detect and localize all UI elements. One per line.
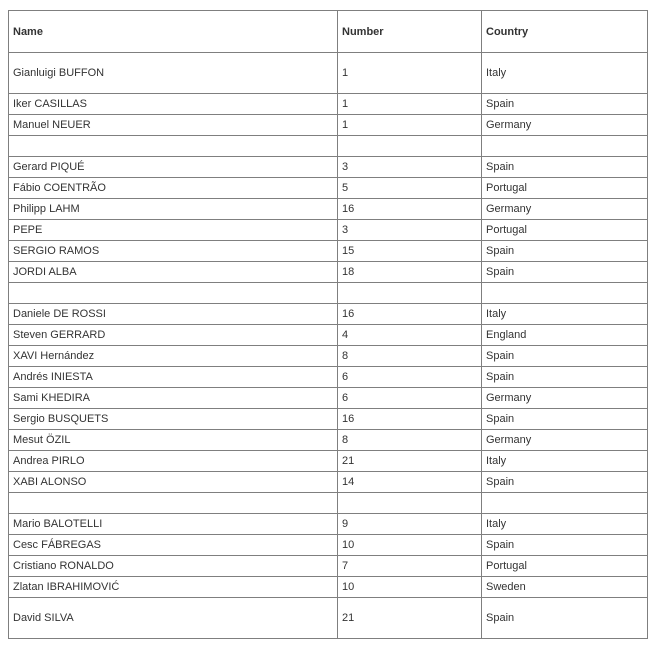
cell-country: Spain [482, 262, 648, 283]
cell-name: Mario BALOTELLI [9, 514, 338, 535]
column-header-country: Country [482, 11, 648, 53]
cell-country: Italy [482, 451, 648, 472]
cell-name: Zlatan IBRAHIMOVIĆ [9, 577, 338, 598]
cell-country: Sweden [482, 577, 648, 598]
cell-number: 1 [338, 53, 482, 94]
table-row [9, 472, 648, 493]
cell-name: Gerard PIQUÉ [9, 157, 338, 178]
cell-name: Iker CASILLAS [9, 94, 338, 115]
table-row [9, 136, 648, 157]
cell-country [482, 493, 648, 514]
cell-country: Spain [482, 535, 648, 556]
cell-country: Spain [482, 346, 648, 367]
cell-number: 9 [338, 514, 482, 535]
cell-country: England [482, 325, 648, 346]
cell-number: 16 [338, 199, 482, 220]
cell-number [338, 283, 482, 304]
table-row [9, 53, 648, 94]
cell-country: Spain [482, 241, 648, 262]
cell-name: Daniele DE ROSSI [9, 304, 338, 325]
cell-number: 14 [338, 472, 482, 493]
column-header-name: Name [9, 11, 338, 53]
table-header [9, 11, 648, 53]
cell-name: PEPE [9, 220, 338, 241]
cell-number [338, 136, 482, 157]
cell-country: Portugal [482, 178, 648, 199]
cell-number: 3 [338, 157, 482, 178]
cell-name: Andrea PIRLO [9, 451, 338, 472]
table-row [9, 409, 648, 430]
cell-number: 10 [338, 577, 482, 598]
header-row [9, 11, 648, 53]
cell-number: 21 [338, 598, 482, 639]
table-row [9, 94, 648, 115]
table-row [9, 577, 648, 598]
cell-name: Steven GERRARD [9, 325, 338, 346]
cell-number: 21 [338, 451, 482, 472]
table-row [9, 241, 648, 262]
table-row [9, 178, 648, 199]
cell-country: Italy [482, 53, 648, 94]
cell-number: 8 [338, 430, 482, 451]
cell-number: 16 [338, 409, 482, 430]
cell-country [482, 136, 648, 157]
cell-name: David SILVA [9, 598, 338, 639]
cell-country: Italy [482, 514, 648, 535]
players-table [8, 10, 648, 639]
cell-country: Germany [482, 115, 648, 136]
cell-country: Germany [482, 430, 648, 451]
table-row [9, 262, 648, 283]
cell-number: 4 [338, 325, 482, 346]
table-row [9, 304, 648, 325]
cell-number: 15 [338, 241, 482, 262]
table-row [9, 199, 648, 220]
cell-number: 3 [338, 220, 482, 241]
table-row [9, 514, 648, 535]
cell-name: Andrés INIESTA [9, 367, 338, 388]
cell-country: Germany [482, 388, 648, 409]
cell-name: XAVI Hernández [9, 346, 338, 367]
table-row [9, 388, 648, 409]
cell-name: Sergio BUSQUETS [9, 409, 338, 430]
cell-number [338, 493, 482, 514]
cell-country: Portugal [482, 220, 648, 241]
table-row [9, 220, 648, 241]
cell-name: Sami KHEDIRA [9, 388, 338, 409]
cell-name: Gianluigi BUFFON [9, 53, 338, 94]
cell-number: 6 [338, 388, 482, 409]
cell-name: XABI ALONSO [9, 472, 338, 493]
cell-number: 7 [338, 556, 482, 577]
table-row [9, 367, 648, 388]
cell-country: Spain [482, 94, 648, 115]
cell-number: 6 [338, 367, 482, 388]
table-row [9, 556, 648, 577]
players-table-container [8, 10, 647, 639]
table-row [9, 157, 648, 178]
cell-name: Cesc FÁBREGAS [9, 535, 338, 556]
table-row [9, 346, 648, 367]
cell-country [482, 283, 648, 304]
cell-number: 10 [338, 535, 482, 556]
cell-number: 1 [338, 94, 482, 115]
cell-number: 18 [338, 262, 482, 283]
cell-country: Portugal [482, 556, 648, 577]
table-row [9, 535, 648, 556]
cell-country: Spain [482, 367, 648, 388]
cell-country: Spain [482, 472, 648, 493]
cell-number: 8 [338, 346, 482, 367]
table-row [9, 451, 648, 472]
cell-country: Germany [482, 199, 648, 220]
cell-name [9, 136, 338, 157]
cell-country: Spain [482, 598, 648, 639]
cell-country: Italy [482, 304, 648, 325]
cell-name: Philipp LAHM [9, 199, 338, 220]
table-body [9, 53, 648, 639]
cell-country: Spain [482, 409, 648, 430]
cell-name: Manuel NEUER [9, 115, 338, 136]
table-row [9, 598, 648, 639]
cell-number: 1 [338, 115, 482, 136]
cell-number: 5 [338, 178, 482, 199]
table-row [9, 430, 648, 451]
cell-name: SERGIO RAMOS [9, 241, 338, 262]
cell-name: Cristiano RONALDO [9, 556, 338, 577]
table-row [9, 493, 648, 514]
cell-name [9, 283, 338, 304]
table-row [9, 283, 648, 304]
table-row [9, 115, 648, 136]
cell-name: JORDI ALBA [9, 262, 338, 283]
cell-name [9, 493, 338, 514]
cell-number: 16 [338, 304, 482, 325]
column-header-number: Number [338, 11, 482, 53]
cell-name: Fábio COENTRÃO [9, 178, 338, 199]
cell-name: Mesut ÖZIL [9, 430, 338, 451]
table-row [9, 325, 648, 346]
cell-country: Spain [482, 157, 648, 178]
